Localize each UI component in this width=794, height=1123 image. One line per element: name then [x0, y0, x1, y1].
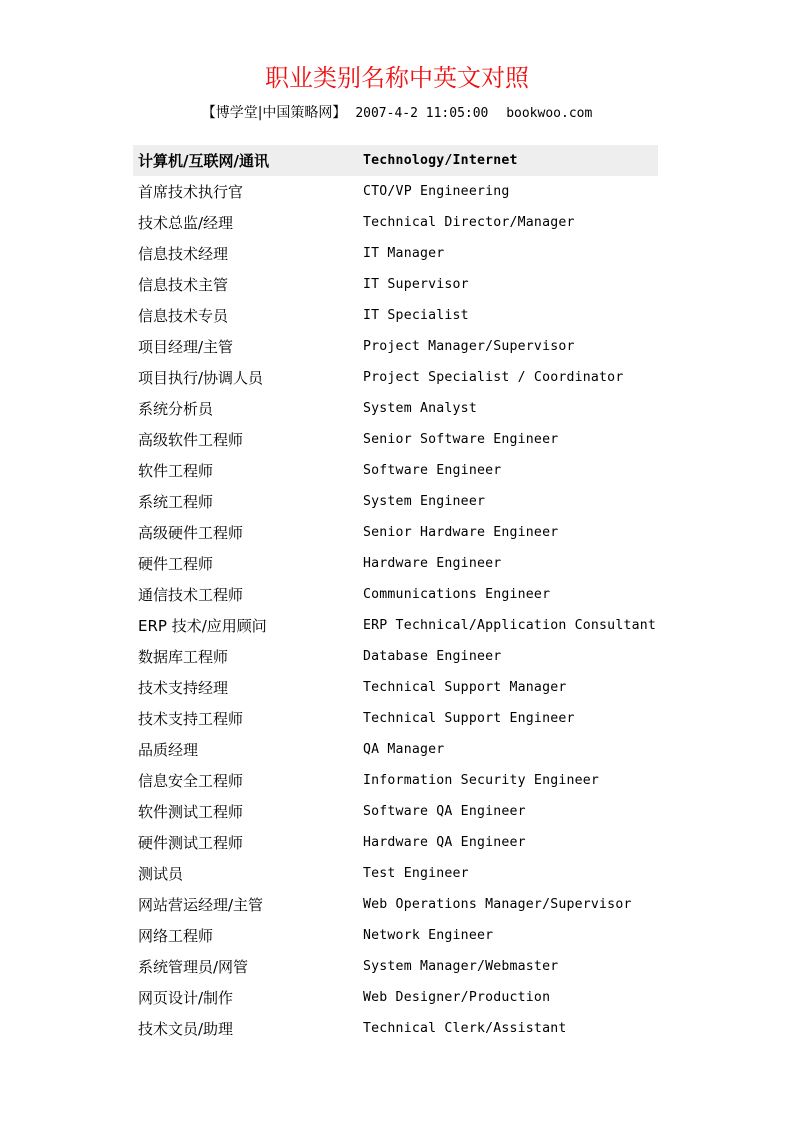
- job-title-chinese: 网页设计/制作: [138, 989, 234, 1007]
- job-title-english: Hardware Engineer: [363, 556, 502, 571]
- table-body: [133, 176, 658, 1044]
- job-title-chinese: 首席技术执行官: [138, 183, 244, 201]
- table-row: [133, 858, 658, 889]
- job-title-english: Software QA Engineer: [363, 804, 526, 819]
- job-title-english: Project Manager/Supervisor: [363, 339, 575, 354]
- job-title-english: IT Manager: [363, 246, 445, 261]
- table-row: [133, 610, 658, 641]
- job-title-chinese: 系统工程师: [138, 493, 214, 511]
- category-english: Technology/Internet: [363, 153, 518, 168]
- job-title-english: Hardware QA Engineer: [363, 835, 526, 850]
- job-title-english: Technical Support Engineer: [363, 711, 575, 726]
- table-row: [133, 920, 658, 951]
- job-title-chinese: 信息安全工程师: [138, 772, 244, 790]
- table-row: [133, 393, 658, 424]
- job-title-chinese: 信息技术经理: [138, 245, 229, 263]
- job-title-chinese: 硬件工程师: [138, 555, 214, 573]
- job-title-english: Information Security Engineer: [363, 773, 600, 788]
- table-row: [133, 672, 658, 703]
- table-row: [133, 455, 658, 486]
- table-row: [133, 889, 658, 920]
- job-title-english: Web Operations Manager/Supervisor: [363, 897, 632, 912]
- job-title-english: Technical Clerk/Assistant: [363, 1021, 567, 1036]
- page-title: 职业类别名称中英文对照: [265, 64, 529, 92]
- job-title-chinese: 品质经理: [138, 741, 199, 759]
- table-row: [133, 796, 658, 827]
- job-title-english: IT Specialist: [363, 308, 469, 323]
- job-title-chinese: 网站营运经理/主管: [138, 896, 264, 914]
- job-title-chinese: 系统分析员: [138, 400, 214, 418]
- job-title-english: CTO/VP Engineering: [363, 184, 510, 199]
- job-title-english: Senior Hardware Engineer: [363, 525, 559, 540]
- job-title-chinese: 技术支持工程师: [138, 710, 244, 728]
- job-title-english: Web Designer/Production: [363, 990, 551, 1005]
- job-title-table: [133, 145, 658, 1044]
- job-title-chinese: 技术支持经理: [138, 679, 229, 697]
- job-title-english: Technical Director/Manager: [363, 215, 575, 230]
- job-title-english: ERP Technical/Application Consultant: [363, 618, 657, 633]
- job-title-chinese: 项目经理/主管: [138, 338, 234, 356]
- job-title-english: Test Engineer: [363, 866, 469, 881]
- publish-date: 2007-4-2 11:05:00: [355, 106, 489, 121]
- table-row: [133, 703, 658, 734]
- table-row: [133, 827, 658, 858]
- site-label: bookwoo.com: [506, 106, 593, 121]
- job-title-chinese: 高级软件工程师: [138, 431, 244, 449]
- job-title-chinese: 软件测试工程师: [138, 803, 244, 821]
- table-row: [133, 1013, 658, 1044]
- table-row: [133, 982, 658, 1013]
- job-title-chinese: 数据库工程师: [138, 648, 229, 666]
- table-row: [133, 951, 658, 982]
- job-title-chinese: 测试员: [138, 865, 184, 883]
- job-title-chinese: 通信技术工程师: [138, 586, 244, 604]
- table-row: [133, 176, 658, 207]
- job-title-english: Technical Support Manager: [363, 680, 567, 695]
- table-row: [133, 269, 658, 300]
- table-row: [133, 548, 658, 579]
- job-title-english: Communications Engineer: [363, 587, 551, 602]
- table-row: [133, 424, 658, 455]
- job-title-chinese: 项目执行/协调人员: [138, 369, 264, 387]
- table-row: [133, 486, 658, 517]
- job-title-chinese: 信息技术主管: [138, 276, 229, 294]
- table-header-row: [133, 145, 658, 176]
- table-row: [133, 331, 658, 362]
- source-label: 【博学堂|中国策略网】: [201, 105, 347, 121]
- table-row: [133, 300, 658, 331]
- job-title-english: Project Specialist / Coordinator: [363, 370, 624, 385]
- job-title-chinese: ERP 技术/应用顾问: [138, 617, 267, 635]
- table-row: [133, 362, 658, 393]
- job-title-english: System Manager/Webmaster: [363, 959, 559, 974]
- job-title-english: Database Engineer: [363, 649, 502, 664]
- job-title-english: QA Manager: [363, 742, 445, 757]
- job-title-english: Senior Software Engineer: [363, 432, 559, 447]
- table-row: [133, 517, 658, 548]
- job-title-chinese: 信息技术专员: [138, 307, 229, 325]
- table-row: [133, 579, 658, 610]
- job-title-english: System Analyst: [363, 401, 477, 416]
- table-row: [133, 734, 658, 765]
- job-title-english: System Engineer: [363, 494, 486, 509]
- job-title-chinese: 软件工程师: [138, 462, 214, 480]
- table-row: [133, 207, 658, 238]
- job-title-english: Software Engineer: [363, 463, 502, 478]
- job-title-chinese: 技术文员/助理: [138, 1020, 234, 1038]
- job-title-chinese: 高级硬件工程师: [138, 524, 244, 542]
- table-row: [133, 238, 658, 269]
- article-meta: [0, 103, 794, 124]
- job-title-english: Network Engineer: [363, 928, 494, 943]
- job-title-chinese: 技术总监/经理: [138, 214, 234, 232]
- job-title-chinese: 硬件测试工程师: [138, 834, 244, 852]
- table-row: [133, 765, 658, 796]
- job-title-chinese: 系统管理员/网管: [138, 958, 249, 976]
- table-row: [133, 641, 658, 672]
- job-title-chinese: 网络工程师: [138, 927, 214, 945]
- category-chinese: 计算机/互联网/通讯: [138, 152, 269, 170]
- job-title-english: IT Supervisor: [363, 277, 469, 292]
